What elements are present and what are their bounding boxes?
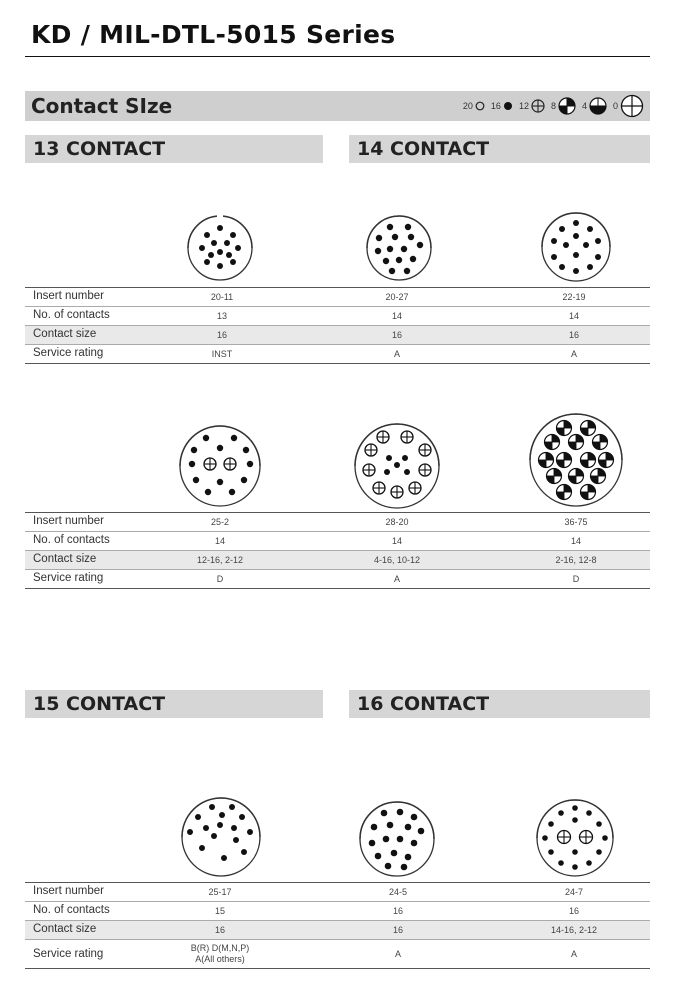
table-row-no-of-contacts: No. of contacts 14 14 14 — [25, 531, 650, 550]
filled-circle-icon — [503, 101, 513, 111]
legend-item-20: 20 — [463, 101, 485, 111]
legend-item-0: 0 — [613, 94, 644, 118]
title-rule — [25, 56, 650, 57]
table-row-insert-number: Insert number 20-11 20-27 22-19 — [25, 287, 650, 306]
insert-diagram-25-2 — [172, 418, 268, 510]
contact-size-bar — [25, 91, 650, 121]
table-row-contact-size: Contact size 12-16, 2-12 4-16, 10-12 2-16, 12-8 — [25, 550, 650, 569]
table-row-no-of-contacts: No. of contacts 15 16 16 — [25, 901, 650, 920]
table-row-service-rating: Service rating D A D — [25, 569, 650, 589]
spec-table-1 — [25, 287, 650, 364]
table-row-insert-number: Insert number 25-17 24-5 24-7 — [25, 882, 650, 901]
half-quarter-circle-icon — [558, 97, 576, 115]
section-header-16-contact: 16 CONTACT — [349, 690, 650, 718]
table-row-service-rating: Service rating B(R) D(M,N,P) A(All others) A A — [25, 939, 650, 969]
insert-diagram-24-7 — [531, 792, 619, 880]
page-title: KD / MIL-DTL-5015 Series — [31, 20, 396, 49]
insert-diagram-25-17 — [176, 790, 266, 880]
table-row-contact-size: Contact size 16 16 14-16, 2-12 — [25, 920, 650, 939]
insert-diagram-20-27 — [359, 205, 439, 285]
insert-diagram-28-20 — [349, 418, 445, 510]
insert-diagram-22-19 — [534, 203, 618, 287]
insert-diagram-36-75 — [524, 406, 628, 510]
crosshair-circle-icon — [531, 99, 545, 113]
insert-diagram-24-5 — [354, 795, 440, 881]
large-crosshair-circle-icon — [620, 94, 644, 118]
section-header-14-contact: 14 CONTACT — [349, 135, 650, 163]
three-quarter-circle-icon — [589, 97, 607, 115]
service-rating-multi-line: B(R) D(M,N,P) A(All others) — [190, 943, 250, 964]
table-row-insert-number: Insert number 25-2 28-20 36-75 — [25, 512, 650, 531]
table-row-contact-size: Contact size 16 16 16 — [25, 325, 650, 344]
table-row-service-rating: Service rating INST A A — [25, 344, 650, 364]
spec-table-2 — [25, 512, 650, 589]
legend-item-12: 12 — [519, 99, 545, 113]
section-header-15-contact: 15 CONTACT — [25, 690, 323, 718]
contact-size-legend — [457, 93, 644, 119]
section-header-13-contact: 13 CONTACT — [25, 135, 323, 163]
insert-diagram-20-11 — [180, 205, 260, 285]
legend-item-8: 8 — [551, 97, 576, 115]
open-circle-icon — [475, 101, 485, 111]
contact-size-label: Contact SIze — [31, 94, 173, 118]
legend-item-16: 16 — [491, 101, 513, 111]
table-row-no-of-contacts: No. of contacts 13 14 14 — [25, 306, 650, 325]
spec-table-3 — [25, 882, 650, 969]
legend-item-4: 4 — [582, 97, 607, 115]
